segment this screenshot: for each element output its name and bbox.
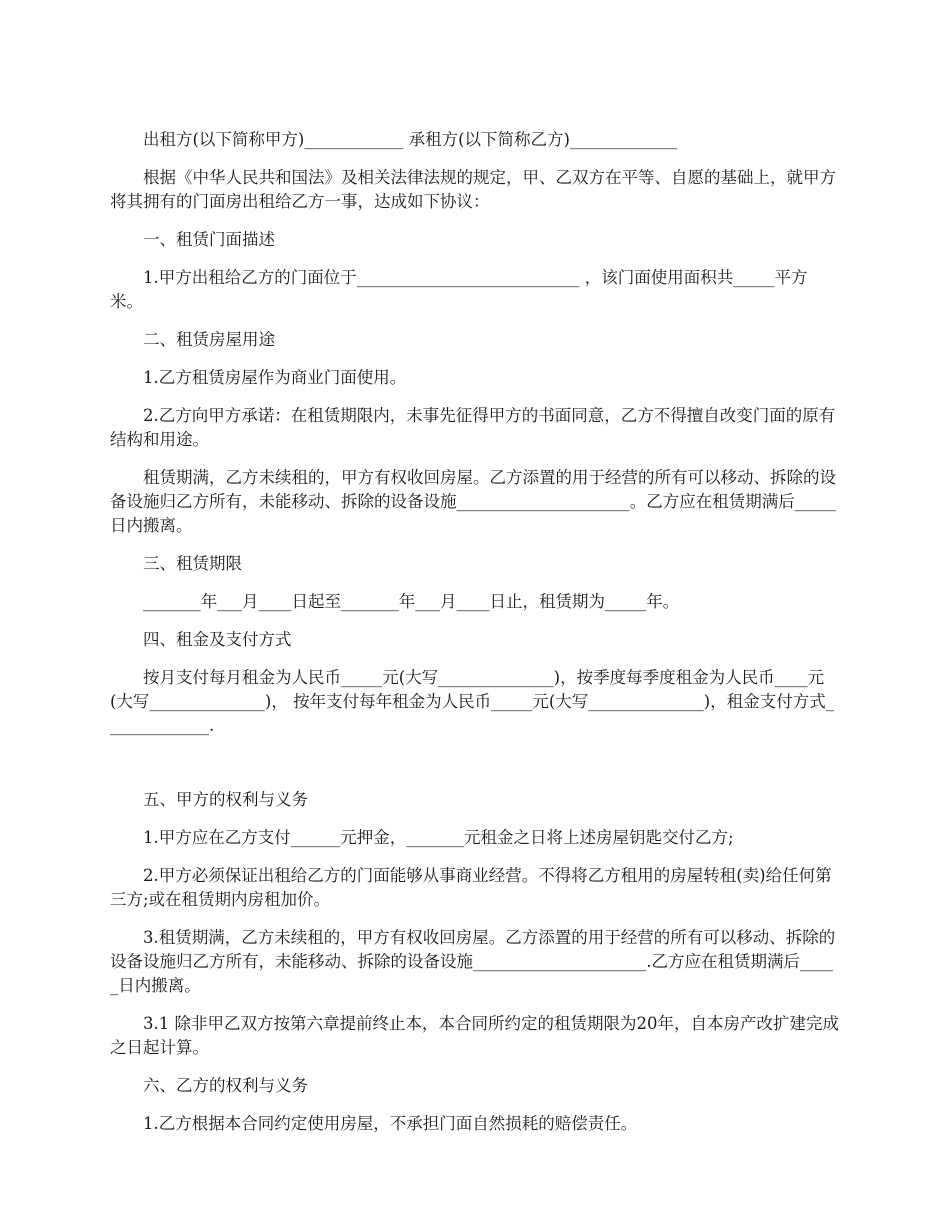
section-heading-4: 四、租金及支付方式 [143,630,292,649]
section-heading-6: 六、乙方的权利与义务 [143,1076,308,1095]
section-heading-3: 三、租赁期限 [143,554,242,573]
clause-2-2: 2.乙方向甲方承诺：在租赁期限内，未事先征得甲方的书面同意，乙方不得擅自改变门面的原有结构和用途。 [110,406,836,449]
section-spacer [110,752,840,788]
clause-6-1: 1.乙方根据本合同约定使用房屋，不承担门面自然损耗的赔偿责任。 [143,1114,638,1133]
clause-3-1: _______年___月____日起至_______年___月____日止，租赁期为_____年。 [143,592,680,611]
clause-1-1: 1.甲方出租给乙方的门面位于___________________________ ，该门面使用面积共_____平方米。 [110,268,808,311]
clause-5-3-1: 3.1 除非甲乙双方按第六章提前终止本，本合同所约定的租赁期限为20年，自本房产改扩建完成之日起计算。 [110,1014,839,1057]
clause-5-1: 1.甲方应在乙方支付______元押金，_______元租金之日将上述房屋钥匙交付乙方; [143,828,734,847]
clause-2-3: 租赁期满，乙方未续租的，甲方有权收回房屋。乙方添置的用于经营的所有可以移动、拆除的设备设施归乙方所有，未能移动、拆除的设备设施_____________________。乙方应在租赁期满后_____日内搬离。 [110,468,836,535]
clause-4-1: 按月支付每月租金为人民币_____元(大写______________)，按季度每季度租金为人民币____元(大写______________)， 按年支付每年租金为人民币_____元(大写______________)，租金支付方式_____________. [110,668,834,735]
preamble-paragraph: 根据《中华人民共和国法》及相关法律法规的规定，甲、乙双方在平等、自愿的基础上，就甲方将其拥有的门面房出租给乙方一事，达成如下协议： [110,168,836,211]
clause-5-3: 3.租赁期满，乙方未续租的，甲方有权收回房屋。乙方添置的用于经营的所有可以移动、拆除的设备设施归乙方所有，未能移动、拆除的设备设施_____________________.乙方应在租赁期满后_____日内搬离。 [110,928,836,995]
clause-5-2: 2.甲方必须保证出租给乙方的门面能够从事商业经营。不得将乙方租用的房屋转租(卖)给任何第三方;或在租赁期内房租加价。 [110,866,832,909]
parties-line: 出租方(以下简称甲方)____________ 承租方(以下简称乙方)_____________ [143,130,678,149]
clause-2-1: 1.乙方租赁房屋作为商业门面使用。 [143,368,407,387]
section-heading-2: 二、租赁房屋用途 [143,330,275,349]
section-heading-1: 一、租赁门面描述 [143,230,275,249]
section-heading-5: 五、甲方的权利与义务 [143,790,308,809]
